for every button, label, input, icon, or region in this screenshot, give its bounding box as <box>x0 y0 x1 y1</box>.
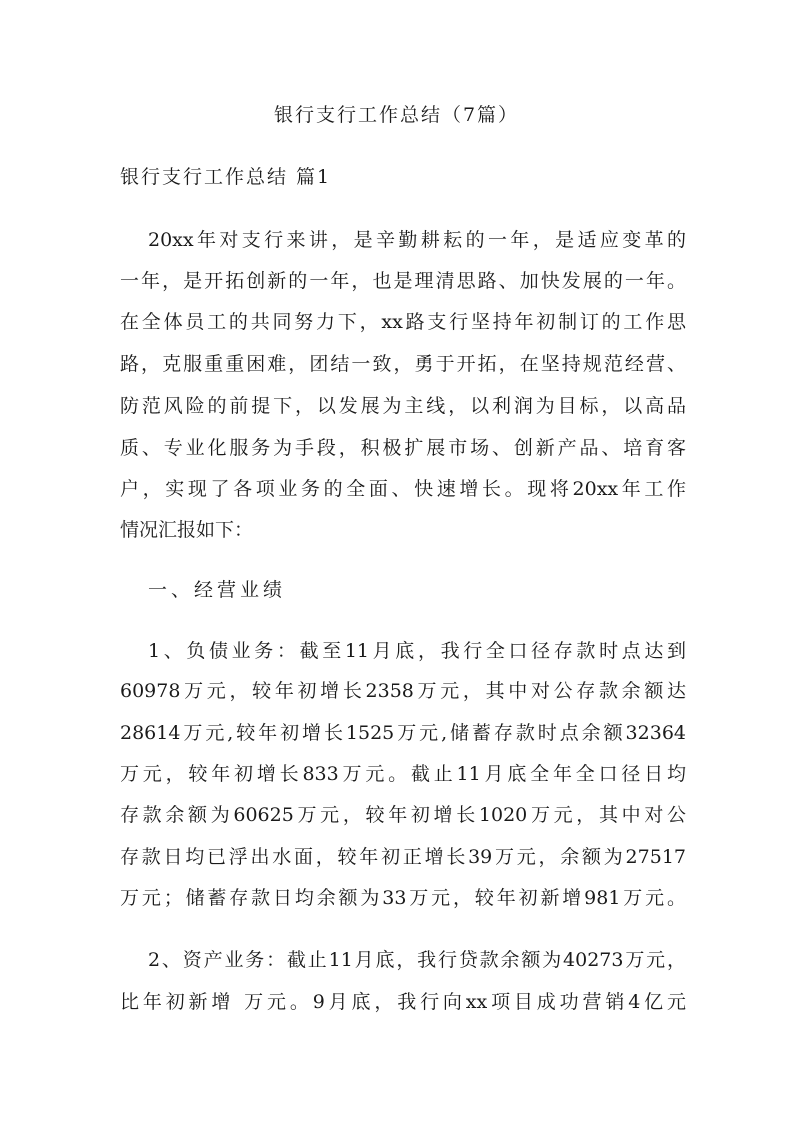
paragraph-line: 万元；储蓄存款日均余额为33万元，较年初新增981万元。 <box>120 887 686 909</box>
paragraph-line: 1、负债业务：截至11月底，我行全口径存款时点达到 <box>148 640 686 662</box>
paragraph-line: 防范风险的前提下，以发展为主线，以利润为目标，以高品 <box>120 395 686 417</box>
paragraph-line: 20xx年对支行来讲，是辛勤耕耘的一年，是适应变革的 <box>148 229 686 251</box>
paragraph-line: 户，实现了各项业务的全面、快速增长。现将20xx年工作 <box>120 478 686 500</box>
paragraph-line: 质、专业化服务为手段，积极扩展市场、创新产品、培育客 <box>120 437 686 459</box>
paragraph-line: 路，克服重重困难，团结一致，勇于开拓，在坚持规范经营、 <box>120 353 686 375</box>
paragraph-line: 2、资产业务：截止11月底，我行贷款余额为40273万元， <box>148 949 686 971</box>
paragraph-line: 在全体员工的共同努力下，xx路支行坚持年初制订的工作思 <box>120 311 686 333</box>
paragraph-line: 比年初新增 万元。9月底，我行向xx项目成功营销4亿元 <box>120 991 686 1013</box>
paragraph-line: 万元，较年初增长833万元。截止11月底全年全口径日均 <box>120 763 686 785</box>
paragraph-line: 情况汇报如下： <box>120 519 254 541</box>
paragraph-line: 存款余额为60625万元，较年初增长1020万元，其中对公 <box>120 804 686 826</box>
paragraph-line: 存款日均已浮出水面，较年初正增长39万元，余额为27517 <box>120 846 686 868</box>
section-heading: 一、经营业绩 <box>148 579 287 601</box>
paragraph-line: 60978万元，较年初增长2358万元，其中对公存款余额达 <box>120 680 686 702</box>
paragraph-line: 一年，是开拓创新的一年，也是理清思路、加快发展的一年。 <box>120 270 686 292</box>
paragraph-line: 28614万元,较年初增长1525万元,储蓄存款时点余额32364 <box>120 722 686 744</box>
document-title: 银行支行工作总结（7篇） <box>273 104 520 126</box>
article-heading: 银行支行工作总结 篇1 <box>120 166 332 188</box>
